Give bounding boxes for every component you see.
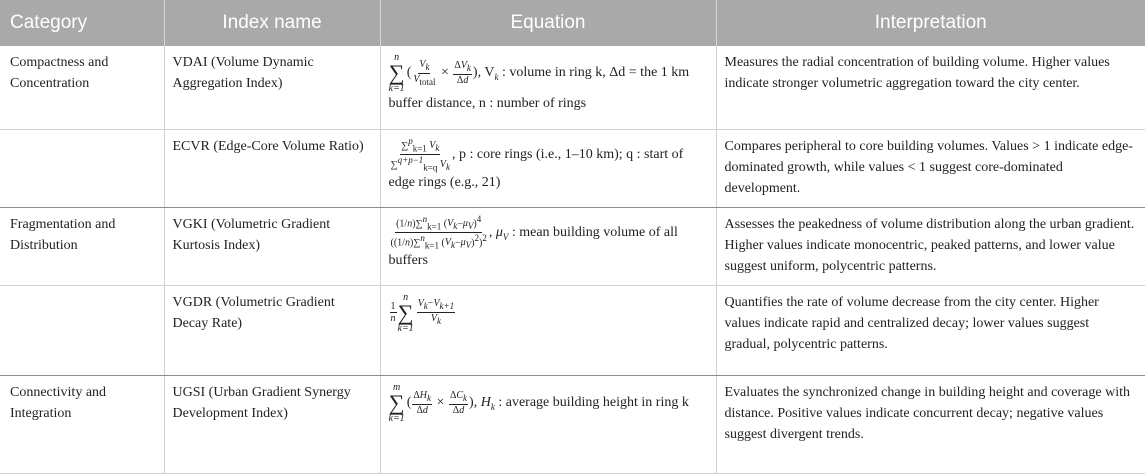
table-row	[0, 375, 1145, 473]
category-cell: Compactness and Concentration	[0, 46, 164, 129]
equation-description: : mean building volume of all buffers	[388, 224, 678, 269]
header-row	[0, 0, 1145, 46]
header-equation: Equation	[380, 0, 716, 46]
table-row	[0, 285, 1145, 375]
table-row	[0, 207, 1145, 285]
category-cell: Fragmentation and Distribution	[0, 207, 164, 285]
equation-description: , p : core rings (i.e., 1–10 km); q : start of edge rings (e.g., 21)	[388, 146, 684, 191]
category-cell	[0, 285, 164, 375]
equation-tail: , V	[477, 65, 495, 81]
index-name-cell: UGSI (Urban Gradient Synergy Development Index)	[164, 375, 380, 473]
equation-cell: m ∑ k=1 ( $\frac{\Delta H_k}{\Delta d}$ × $\frac{\Delta C_k}{\Delta d}$ ), $H_k$ : average building height in ring k	[380, 375, 716, 473]
index-name-cell: VGDR (Volumetric Gradient Decay Rate)	[164, 285, 380, 375]
category-cell: Connectivity and Integration	[0, 375, 164, 473]
equation-description: : average building height in ring k	[494, 394, 689, 410]
interpretation-cell: Evaluates the synchronized change in building height and coverage with distance. Positive values indicate concurrent decay; negative values suggest divergent trends.	[716, 375, 1145, 473]
interpretation-cell: Assesses the peakedness of volume distribution along the urban gradient. Higher values indicate monocentric, peaked patterns, and lower value suggest uniform, polycentric patterns.	[716, 207, 1145, 285]
category-cell	[0, 129, 164, 207]
index-name-cell: VGKI (Volumetric Gradient Kurtosis Index)	[164, 207, 380, 285]
interpretation-cell: Measures the radial concentration of building volume. Higher values indicate stronger volumetric aggregation toward the city center.	[716, 46, 1145, 129]
header-index-name: Index name	[164, 0, 380, 46]
table-row	[0, 46, 1145, 129]
interpretation-cell: Quantifies the rate of volume decrease from the city center. Higher values indicate rapid and centralized decay; lower values suggest gradual, polycentric patterns.	[716, 285, 1145, 375]
equation-cell: $\frac{1}{n}$ n ∑ k=1 $\frac{V_k-V_{k+1}}{V_k}$	[380, 285, 716, 375]
index-name-cell: VDAI (Volume Dynamic Aggregation Index)	[164, 46, 380, 129]
equation-cell: n ∑ k=1 ( $\frac{V_k}{V_{total}}$ × $\frac{\Delta V_k}{\Delta d}$ ), $V_k$ : volume in ring k, Δd = the 1 km buffer distance, n : number of rings	[380, 46, 716, 129]
header-interpretation: Interpretation	[716, 0, 1145, 46]
interpretation-cell: Compares peripheral to core building volumes. Values > 1 indicate edge-dominated growth, while values < 1 suggest core-dominated development.	[716, 129, 1145, 207]
equation-cell: $\frac{(1/n)\sum^n_{k=1} (V_k-\mu_V)^4}{((1/n)\sum^n_{k=1} (V_k-\mu_V)^2)^2}$ , $\mu_V$ : mean building volume of all buffers	[380, 207, 716, 285]
header-category: Category	[0, 0, 164, 46]
index-name-cell: ECVR (Edge-Core Volume Ratio)	[164, 129, 380, 207]
table-row	[0, 129, 1145, 207]
equation-cell: $\frac{\sum^p_{k=1} V_k}{\sum^{q+p-1}_{k=q} V_k}$ , p : core rings (i.e., 1–10 km); q : start of edge rings (e.g., 21)	[380, 129, 716, 207]
equation-description: : volume in ring k, Δd = the 1 km buffer distance, n : number of rings	[388, 65, 690, 111]
